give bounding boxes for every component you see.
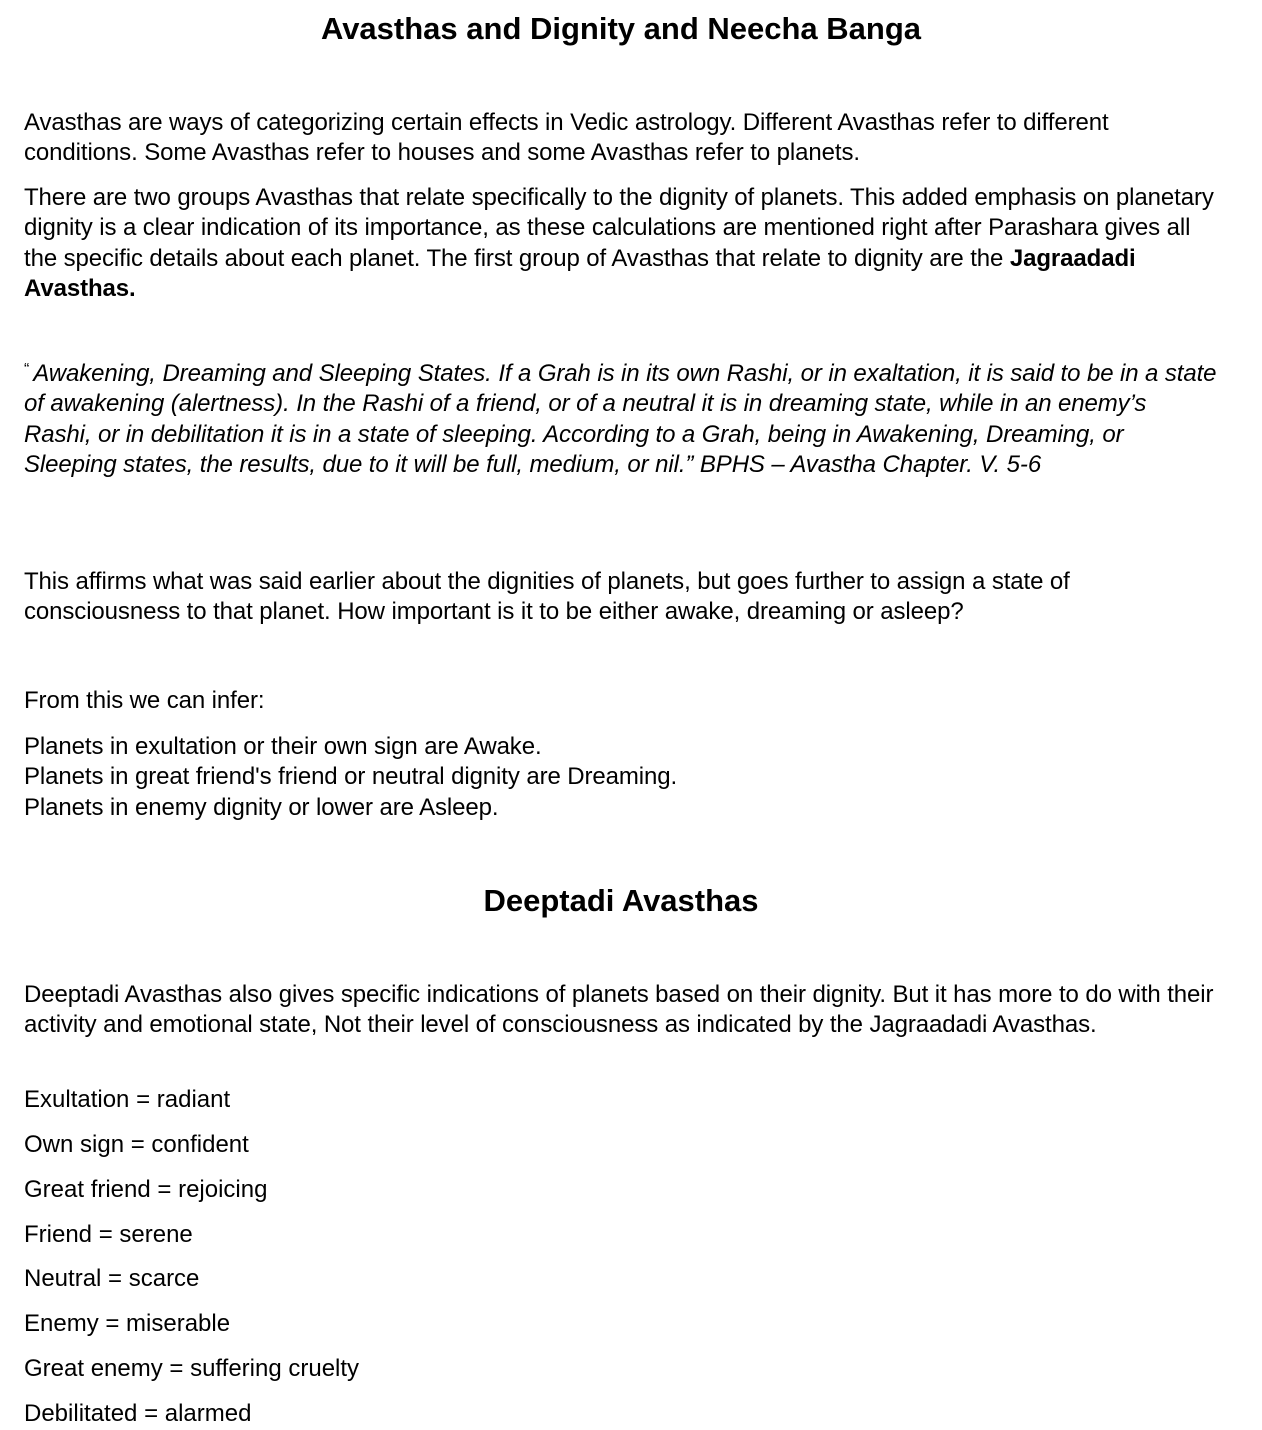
mapping-great-friend: Great friend = rejoicing: [24, 1176, 268, 1203]
intro-paragraph: Avasthas are ways of categorizing certain effects in Vedic astrology. Different Avasthas refer to different conditions. Some Avasthas refer to houses and some Avasthas refer to planets.: [24, 109, 1109, 167]
inference-dreaming: Planets in great friend's friend or neutral dignity are Dreaming.: [24, 763, 678, 791]
inference-list: [24, 732, 1219, 823]
affirm-paragraph: This affirms what was said earlier about the dignities of planets, but goes further to assign a state of consciousness to that planet. How important is it to be either awake, dreaming or asleep?: [24, 568, 1070, 626]
opening-quote-mark: “: [24, 361, 30, 378]
dignity-paragraph-text: There are two groups Avasthas that relate specifically to the dignity of planets. This added emphasis on planetary dignity is a clear indication of its importance, as these calculations are mentioned right after Parashara gives all the specific details about each planet. The first group of Avasthas that relate to dignity are the: [24, 184, 1214, 272]
dignity-paragraph: [24, 183, 1219, 304]
mapping-exultation: Exultation = radiant: [24, 1086, 231, 1113]
inference-asleep: Planets in enemy dignity or lower are Asleep.: [24, 793, 499, 821]
inference-awake: Planets in exultation or their own sign are Awake.: [24, 733, 542, 760]
mapping-neutral: Neutral = scarce: [24, 1265, 200, 1292]
jagraadadi-avasthas-term: Jagraadadi Avasthas.: [24, 244, 1136, 302]
mapping-great-enemy: Great enemy = suffering cruelty: [24, 1355, 360, 1382]
bphs-quote: [24, 355, 1219, 480]
mapping-own-sign: Own sign = confident: [24, 1131, 249, 1158]
infer-label: From this we can infer:: [24, 687, 265, 714]
quote-text: Awakening, Dreaming and Sleeping States. If a Grah is in its own Rashi, or in exaltation, it is said to be in a state of awakening (alertness). In the Rashi of a friend, or of a neutral it is in dreaming state, while in an enemy’s Rashi, or in debilitation it is in a state of sleeping. According to a Grah, being in Awakening, Dreaming, or Sleeping states, the results, due to it will be full, medium, or nil.” BPHS – Avastha Chapter. V. 5-6: [24, 360, 1217, 478]
mapping-enemy: Enemy = miserable: [24, 1310, 231, 1337]
deeptadi-paragraph: Deeptadi Avasthas also gives specific indications of planets based on their dignity. But it has more to do with their activity and emotional state, Not their level of consciousness as indicated by the Jagraadadi Avasthas.: [24, 981, 1214, 1039]
mapping-debilitated: Debilitated = alarmed: [24, 1400, 252, 1427]
mapping-friend: Friend = serene: [24, 1221, 193, 1248]
document-title: Avasthas and Dignity and Neecha Banga: [320, 11, 922, 46]
section-heading-deeptadi: Deeptadi Avasthas: [483, 883, 759, 918]
